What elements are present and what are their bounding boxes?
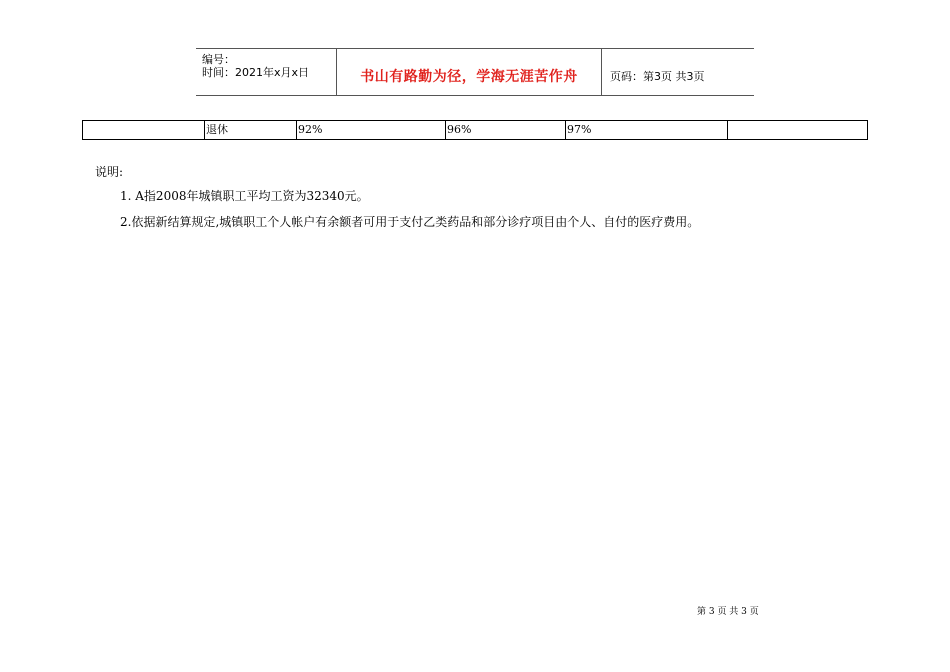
table-row: [82, 120, 868, 140]
header-page-cell: [602, 49, 754, 95]
notes-title: 说明:: [95, 165, 124, 179]
document-header: [196, 48, 754, 96]
header-page-info: 页码：第3页 共3页: [610, 70, 705, 83]
page-footer: 第 3 页 共 3 页: [697, 607, 759, 617]
header-meta: [196, 49, 337, 95]
document-date: 时间：2021年x月x日: [202, 66, 310, 79]
header-motto: 书山有路勤为径，学海无涯苦作舟: [360, 69, 578, 85]
table-cell: [727, 121, 867, 139]
table-cell-rate-1: 92%: [296, 121, 445, 139]
document-number-label: 编号：: [202, 53, 235, 66]
header-motto-cell: [337, 49, 602, 95]
note-item: 1. A指2008年城镇职工平均工资为32340元。: [120, 189, 369, 203]
table-cell-rate-2: 96%: [445, 121, 565, 139]
table-cell-rate-3: 97%: [565, 121, 727, 139]
table-cell: [83, 121, 204, 139]
note-item: 2.依据新结算规定,城镇职工个人帐户有余额者可用于支付乙类药品和部分诊疗项目由个人、自付的医疗费用。: [120, 215, 700, 229]
table-cell-category: 退休: [204, 121, 296, 139]
